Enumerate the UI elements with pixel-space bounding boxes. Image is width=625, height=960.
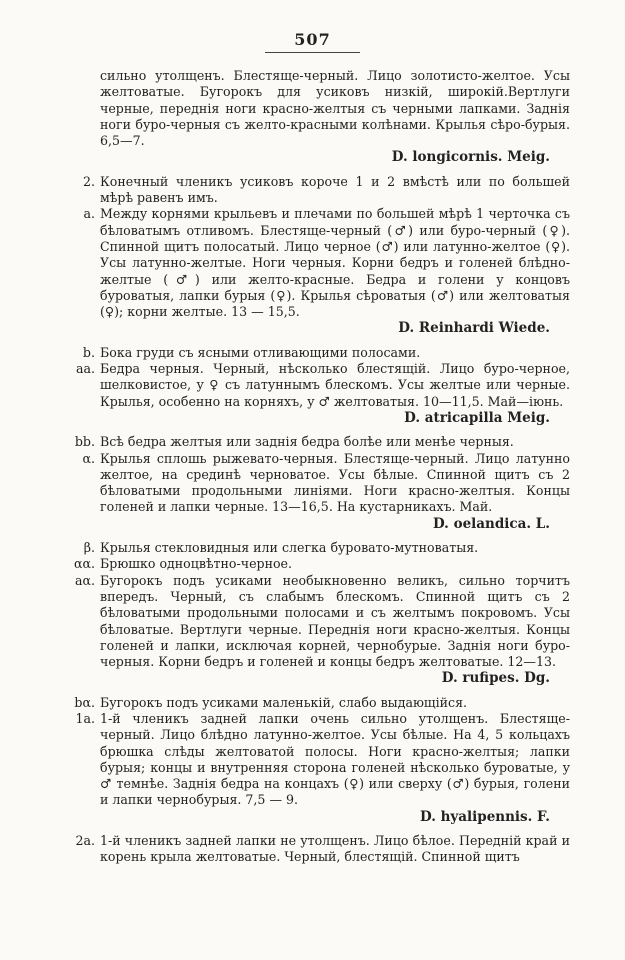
species-name: D. Reinhardi Wiede. [398,320,550,337]
entry-text: Крылья стекловидныя или слегка буровато-мутноватыя. [100,540,479,556]
species-name: D. oelandica. L. [432,515,550,532]
entry-text: Всѣ бедра желтыя или заднія бедра болѣе или менѣе черныя. [100,434,514,450]
entry-label: α. [82,450,95,466]
key-entry [73,556,570,572]
page-number: 507 [294,30,331,49]
entry-text: Между корнями крыльевъ и плечами по большей мѣрѣ 1 черточка съ бѣловатымъ отливомъ. Блестяще-черный (♂) или буро-черный (♀). Спинной щитъ полосатый. Лицо черное (♂) или латунно-желтое (♀). Усы латунно-желтые. Ноги черныя. Корни бедръ и голеней блѣдно-желтые (♂) или желто-красные. Бедра и голени у концовъ буроватыя, лапки бурыя (♀). Крылья сѣроватыя (♂) или желтоватыя (♀); корни желтые. 13 — 15,5. [100,206,570,320]
entry-text: 1-й членикъ задней лапки очень сильно утолщенъ. Блестяще-черный. Лицо блѣдно латунно-желтое. Усы бѣлые. На 4, 5 кольцахъ брюшка слѣды желтоватой полосы. Ноги красно-желтыя; лапки бурыя; концы и внутренняя сторона голеней нѣсколько буроватые, у ♂ темнѣе. Заднія бедра на концахъ (♀) или сверху (♂) бурыя, голени и лапки чернобурыя. 7,5 — 9. [100,710,570,808]
key-entry [82,344,570,361]
key-entry [74,694,570,711]
key-entry [74,572,570,671]
entry-text: Бугорокъ подъ усиками необыкновенно великъ, сильно торчитъ впередъ. Черный, съ слабымъ блескомъ. Спинной щитъ съ 2 бѣловатыми продольными полосами и съ желтымъ покровомъ. Усы бѣловатые. Вертлуги черные. Переднія ноги красно-желтыя. Концы голеней и лапки, исключая корней, чернобурые. Заднія ноги буро-черныя. Корни бедръ и голеней и концы бедръ желтоватые. 12—13. [100,572,570,670]
entry-text: Бедра черныя. Черный, нѣсколько блестящій. Лицо буро-черное, шелковистое, у ♀ съ латуннымъ блескомъ. Усы желтые или черные. Крылья, особенно на корняхъ, у ♂ желтоватыя. 10—11,5. Май—іюнь. [100,361,570,409]
key-entry [75,361,570,410]
key-entry [83,540,570,556]
entry-text: 1-й членикъ задней лапки не утолщенъ. Лицо бѣлое. Передній край и корень крыла желтоватые. Черный, блестящій. Спинной щитъ [100,833,570,865]
key-entry [75,833,570,866]
species-name: D. atricapilla Meig. [404,409,550,426]
header-rule [265,52,360,53]
entry-label: a. [83,206,95,222]
key-entry [75,710,570,809]
entry-label: aa. [75,361,95,377]
key-entry [74,434,570,450]
entry-label: bα. [74,694,95,710]
entry-label: β. [83,540,95,556]
entry-label: b. [82,344,95,360]
entry-label: aα. [74,572,95,588]
key-entry [82,450,570,516]
entry-label: 1a. [75,710,95,726]
paragraph-continued: сильно утолщенъ. Блестяще-черный. Лицо золотисто-желтое. Усы желтоватые. Бугорокъ для усиковъ низкій, широкій.Вертлуги черные, переднія ноги красно-желтыя съ черными лапками. Заднія ноги буро-черныя съ желто-красными колѣнами. Крылья сѣро-бурыя. 6,5—7. [100,68,570,149]
entry-text: Крылья сплошь рыжевато-черныя. Блестяще-черный. Лицо латунно желтое, на срединѣ черноватое. Усы бѣлые. Спинной щитъ съ 2 бѣловатыми продольными линіями. Ноги красно-желтыя. Концы голеней и лапки черные. 13—16,5. На кустарникахъ. Май. [100,450,570,515]
species-name: D. rufipes. Dg. [441,670,550,687]
page-text [73,68,570,866]
species-name: D. longicornis. Meig. [391,149,550,166]
species-name: D. hyalipennis. F. [419,808,550,825]
entry-text: Конечный членикъ усиковъ короче 1 и 2 вмѣстѣ или по большей мѣрѣ равенъ имъ. [100,173,570,206]
entry-text: Бугорокъ подъ усиками маленькій, слабо выдающійся. [100,694,468,710]
key-entry [83,206,570,320]
entry-label: αα. [73,556,95,572]
entry-text: Брюшко одноцвѣтно-черное. [100,556,293,572]
entry-text: Бока груди съ ясными отливающими полосами. [100,344,421,360]
entry-label: bb. [74,434,95,450]
key-entry [82,173,570,207]
entry-label: 2. [82,173,95,189]
entry-label: 2a. [75,833,95,849]
